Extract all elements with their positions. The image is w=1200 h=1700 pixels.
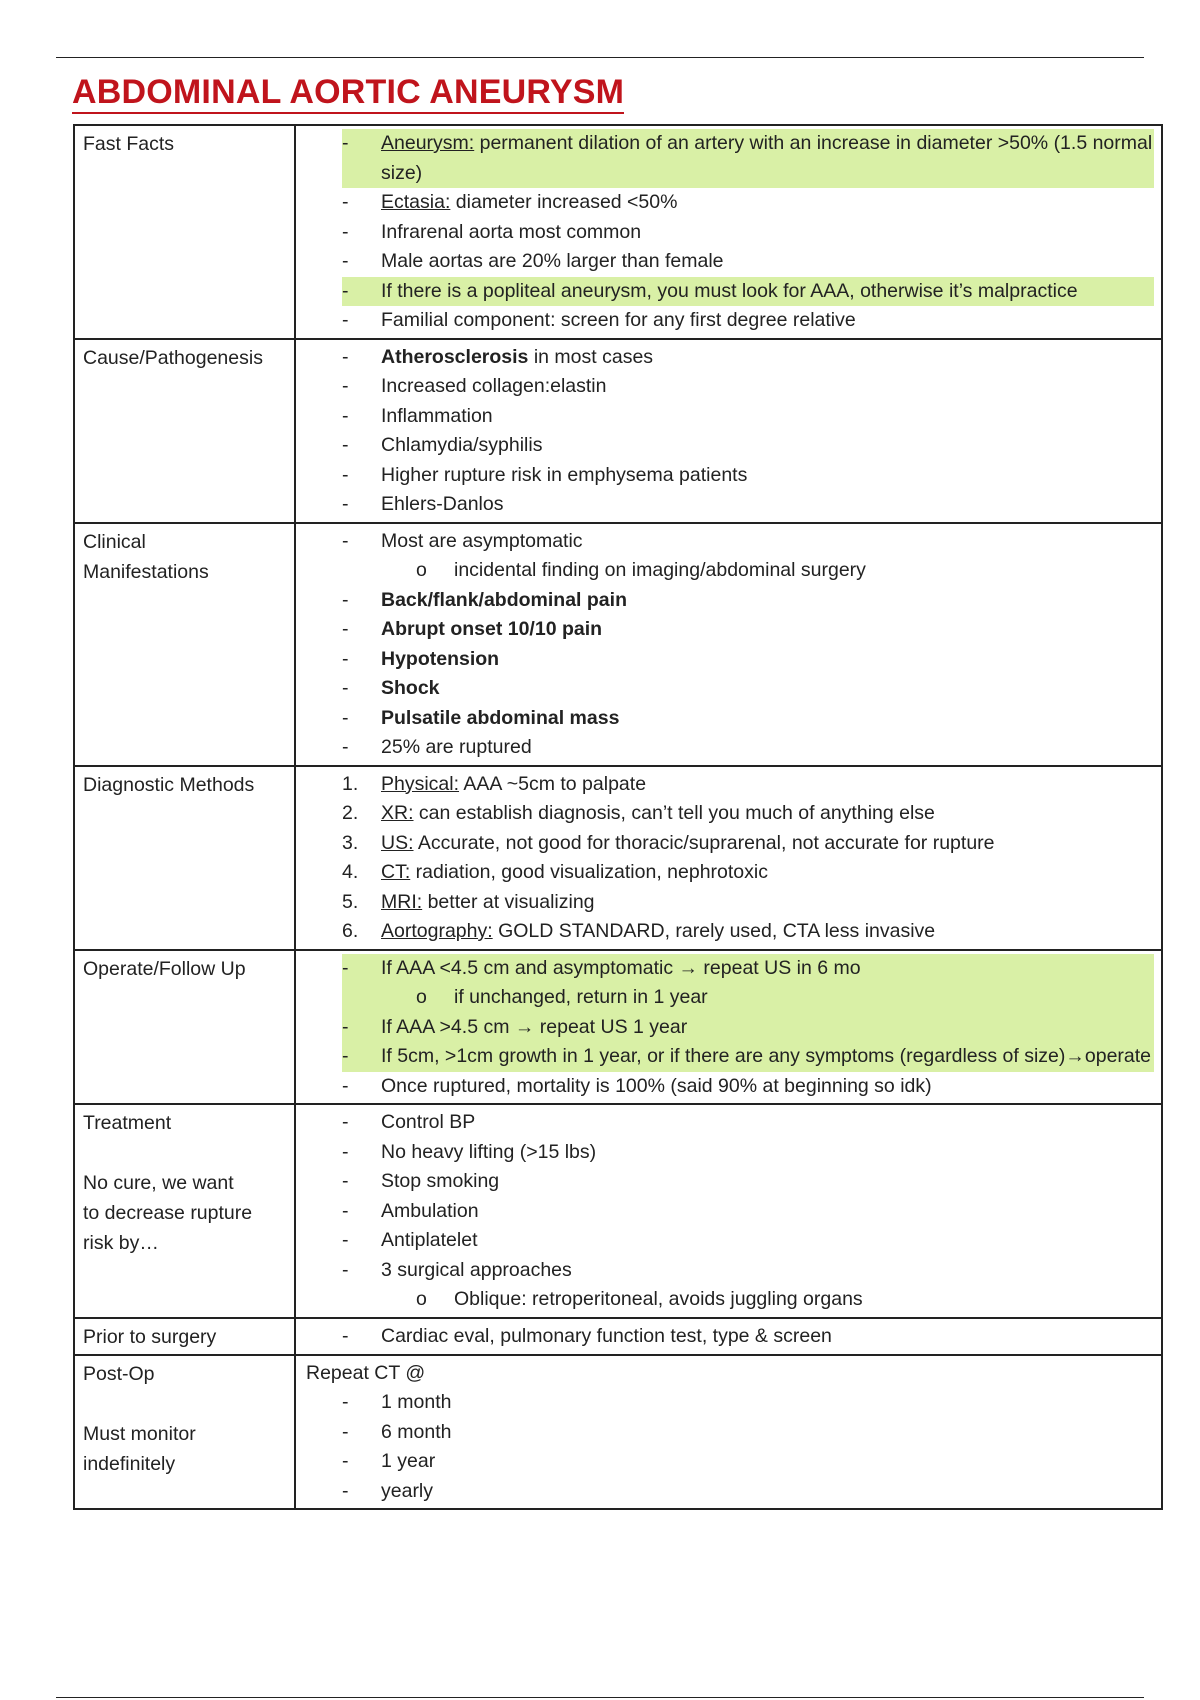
list-item [304, 858, 1153, 888]
list-item-text [381, 645, 1153, 675]
row-label-line: indefinitely [83, 1452, 176, 1475]
term-bold: Atherosclerosis [381, 345, 529, 368]
row-label-line: Operate/Follow Up [83, 957, 246, 980]
list-item-text [381, 1072, 1153, 1102]
row-label-cell [74, 125, 295, 339]
list-item-text [381, 858, 1153, 888]
bullet-marker: 1. [342, 772, 359, 795]
list-item [304, 490, 1153, 520]
row-label-line: Cause/Pathogenesis [83, 346, 263, 369]
list-item-text [381, 917, 1153, 947]
list-item [304, 1197, 1153, 1227]
list-item-text [381, 527, 1153, 557]
list-item [304, 1256, 1153, 1286]
item-body: Accurate, not good for thoracic/suprarenal, not accurate for rupture [413, 831, 995, 854]
bullet-marker: - [342, 1170, 349, 1192]
item-body: If there is a popliteal aneurysm, you must look for AAA, otherwise it’s malpractice [381, 279, 1078, 302]
row-label-line: Fast Facts [83, 133, 175, 155]
list-item-text [381, 888, 1153, 918]
list-item [304, 615, 1153, 645]
bullet-marker: - [342, 463, 349, 486]
page-title: ABDOMINAL AORTIC ANEURYSM [72, 74, 624, 114]
list-item-text [381, 954, 1154, 984]
list-item [342, 277, 1154, 307]
row-label-line: Clinical [83, 530, 146, 553]
list-item [304, 1418, 1153, 1448]
item-body: can establish diagnosis, can’t tell you much of anything else [413, 802, 935, 824]
list-item [304, 674, 1153, 704]
row-label-line: Treatment [83, 1112, 172, 1134]
sub-bullet-marker: o [416, 1288, 427, 1310]
list-item [304, 1226, 1153, 1256]
bullet-marker: - [342, 279, 349, 302]
list-item-text [381, 461, 1153, 491]
item-body: Oblique: retroperitoneal, avoids juggling organs [454, 1288, 863, 1310]
list-item [304, 1167, 1153, 1197]
row-label-line: Must monitor [83, 1422, 196, 1445]
list-item-text [381, 188, 1153, 218]
item-body: Inflammation [381, 404, 493, 427]
bullet-marker: - [342, 1450, 349, 1472]
item-body: Ambulation [381, 1199, 479, 1222]
list-item-text [454, 556, 1153, 586]
row-label-line [83, 1138, 286, 1168]
list-item-text [381, 490, 1153, 520]
row-label-cell [74, 523, 295, 766]
item-body: No heavy lifting (>15 lbs) [381, 1140, 597, 1163]
item-body: If AAA <4.5 cm and asymptomatic → repeat US in 6 mo [381, 956, 861, 979]
bullet-marker: - [342, 1045, 349, 1067]
item-body: in most cases [528, 345, 654, 368]
list-item-text [381, 1418, 1153, 1448]
list-item [304, 770, 1153, 800]
table-row [74, 1318, 1162, 1355]
bullet-marker: - [342, 1420, 349, 1443]
item-body: diameter increased <50% [450, 191, 678, 213]
term-bold: Shock [381, 677, 440, 699]
list-item [304, 1447, 1153, 1477]
bullet-marker: - [342, 677, 349, 699]
row-label-cell [74, 950, 295, 1105]
bullet-marker: - [342, 250, 349, 272]
list-item [342, 983, 1154, 1013]
term-underlined: Physical: [381, 772, 460, 795]
item-body: radiation, good visualization, nephrotoxic [410, 861, 768, 883]
list-item-text [381, 1013, 1154, 1043]
item-body: Familial component: screen for any first degree relative [381, 309, 856, 331]
item-body: 6 month [381, 1420, 452, 1443]
list-item-text [381, 1322, 1153, 1352]
item-body: if unchanged, return in 1 year [454, 986, 708, 1008]
list-item-text [381, 1042, 1154, 1072]
bullet-marker: - [342, 529, 349, 552]
bullet-marker: 2. [342, 802, 359, 824]
term-underlined: Aortography: [381, 920, 493, 942]
list-item [304, 733, 1153, 763]
bullet-marker: - [342, 1074, 349, 1097]
list-item-text [381, 1138, 1153, 1168]
bullet-marker: - [342, 1324, 349, 1347]
bullet-marker: 5. [342, 890, 359, 913]
bullet-marker: - [342, 309, 349, 331]
list-item-text [381, 1447, 1153, 1477]
bullet-marker: - [342, 404, 349, 427]
item-body: 1 month [381, 1391, 452, 1413]
table-row [74, 1104, 1162, 1318]
list-item-text [381, 1256, 1153, 1286]
list-item-text [381, 1226, 1153, 1256]
list-item [342, 1042, 1154, 1072]
item-body: GOLD STANDARD, rarely used, CTA less invasive [492, 920, 936, 942]
list-item-text [381, 372, 1153, 402]
item-body: 1 year [381, 1450, 436, 1472]
list-item [304, 188, 1153, 218]
list-item [304, 343, 1153, 373]
term-underlined: Ectasia: [381, 191, 451, 213]
list-item [342, 129, 1154, 188]
bullet-marker: - [342, 434, 349, 456]
list-item-text [381, 1388, 1153, 1418]
list-item [304, 917, 1153, 947]
list-item [304, 247, 1153, 277]
list-item [304, 1138, 1153, 1168]
bullet-marker: - [342, 1258, 349, 1281]
list-item-text [381, 829, 1153, 859]
top-rule [56, 57, 1144, 58]
list-item [304, 1285, 1153, 1315]
list-item-text [381, 129, 1154, 188]
row-content-cell [295, 125, 1162, 339]
row-label-cell [74, 766, 295, 950]
row-label-line: Diagnostic Methods [83, 773, 255, 796]
row-label-line: risk by… [83, 1232, 159, 1254]
list-item [304, 645, 1153, 675]
term-underlined: MRI: [381, 890, 423, 913]
list-item [304, 431, 1153, 461]
item-body: incidental finding on imaging/abdominal surgery [454, 559, 866, 581]
list-item-text [381, 1108, 1153, 1138]
item-body: Control BP [381, 1111, 476, 1133]
list-item [304, 1477, 1153, 1507]
list-item-text [381, 431, 1153, 461]
item-body: permanent dilation of an artery with an increase in diameter >50% (1.5 normal size) [381, 132, 1153, 184]
bullet-marker: - [342, 220, 349, 243]
bullet-marker: - [342, 132, 349, 154]
list-item-text [381, 733, 1153, 763]
bullet-marker: - [342, 375, 349, 397]
bullet-marker: - [342, 493, 349, 515]
bullet-marker: - [342, 1479, 349, 1502]
term-underlined: XR: [381, 802, 414, 824]
item-body: If 5cm, >1cm growth in 1 year, or if there are any symptoms (regardless of size)→operate [381, 1045, 1152, 1067]
row-label-line: Prior to surgery [83, 1325, 217, 1348]
table-row [74, 523, 1162, 766]
list-item-text [381, 1167, 1153, 1197]
list-item [342, 1013, 1154, 1043]
table-row [74, 766, 1162, 950]
bullet-marker: - [342, 588, 349, 611]
list-item [304, 1388, 1153, 1418]
list-item [342, 954, 1154, 984]
row-content-cell [295, 1318, 1162, 1355]
bullet-marker: - [342, 618, 349, 640]
bullet-marker: 3. [342, 831, 359, 854]
item-body: 25% are ruptured [381, 736, 532, 758]
list-item-text [381, 306, 1153, 336]
item-body: Antiplatelet [381, 1229, 478, 1251]
notes-table-body [74, 125, 1162, 1509]
notes-table [73, 124, 1163, 1510]
item-body: Increased collagen:elastin [381, 375, 607, 397]
list-item-text [454, 1285, 1153, 1315]
list-item [304, 402, 1153, 432]
bullet-marker: - [342, 1015, 349, 1038]
bullet-marker: - [342, 956, 349, 979]
bullet-marker: - [342, 647, 349, 670]
sub-bullet-marker: o [416, 986, 427, 1008]
bullet-marker: 6. [342, 920, 359, 942]
row-content-cell [295, 1104, 1162, 1318]
row-content-cell [295, 950, 1162, 1105]
term-underlined: CT: [381, 861, 411, 883]
bullet-marker: - [342, 1391, 349, 1413]
bullet-marker: 4. [342, 861, 359, 883]
bullet-marker: - [342, 345, 349, 368]
term-bold: Hypotension [381, 647, 500, 670]
list-item-text [381, 343, 1153, 373]
list-item-text [381, 586, 1153, 616]
item-body: Stop smoking [381, 1170, 500, 1192]
bullet-marker: - [342, 1199, 349, 1222]
item-body: AAA ~5cm to palpate [459, 772, 647, 795]
row-label-line: No cure, we want [83, 1172, 234, 1194]
list-item [304, 799, 1153, 829]
list-item-text [381, 615, 1153, 645]
item-body: yearly [381, 1479, 434, 1502]
item-body: Ehlers-Danlos [381, 493, 504, 515]
sub-bullet-marker: o [416, 559, 427, 581]
list-item-text [381, 218, 1153, 248]
list-item [304, 829, 1153, 859]
list-item-text [381, 704, 1153, 734]
list-item [304, 527, 1153, 557]
item-body: Most are asymptomatic [381, 529, 583, 552]
row-label-line: to decrease rupture [83, 1202, 253, 1224]
row-label-line [83, 1389, 286, 1419]
row-label-cell [74, 1355, 295, 1510]
bullet-marker: - [342, 736, 349, 758]
table-row [74, 1355, 1162, 1510]
item-body: Once ruptured, mortality is 100% (said 90% at beginning so idk) [381, 1074, 932, 1097]
bullet-marker: - [342, 191, 349, 213]
list-item [304, 704, 1153, 734]
item-body: If AAA >4.5 cm → repeat US 1 year [381, 1015, 688, 1038]
row-label-cell [74, 339, 295, 523]
list-item-text [381, 1477, 1153, 1507]
list-item [304, 372, 1153, 402]
list-item [304, 306, 1153, 336]
list-item-text [381, 770, 1153, 800]
row-label-cell [74, 1318, 295, 1355]
list-item [304, 1322, 1153, 1352]
bullet-marker: - [342, 1111, 349, 1133]
item-body: Chlamydia/syphilis [381, 434, 543, 456]
row-content-cell [295, 1355, 1162, 1510]
term-bold: Pulsatile abdominal mass [381, 706, 620, 729]
table-row [74, 950, 1162, 1105]
list-item-text [454, 983, 1154, 1013]
list-item-text [381, 799, 1153, 829]
list-item [304, 586, 1153, 616]
item-body: Male aortas are 20% larger than female [381, 250, 724, 272]
item-body: better at visualizing [422, 890, 595, 913]
row-label-line: Manifestations [83, 560, 209, 583]
bottom-rule [56, 1697, 1144, 1698]
list-item [304, 1108, 1153, 1138]
list-item [304, 1072, 1153, 1102]
content-intro: Repeat CT @ [306, 1361, 426, 1384]
bullet-marker: - [342, 1229, 349, 1251]
term-bold: Back/flank/abdominal pain [381, 588, 627, 611]
item-body: Infrarenal aorta most common [381, 220, 642, 243]
table-row [74, 125, 1162, 339]
row-label-cell [74, 1104, 295, 1318]
list-item [304, 461, 1153, 491]
item-body: 3 surgical approaches [381, 1258, 572, 1281]
item-body: Cardiac eval, pulmonary function test, type & screen [381, 1324, 832, 1347]
row-content-cell [295, 766, 1162, 950]
list-item [304, 556, 1153, 586]
term-underlined: US: [381, 831, 414, 854]
list-item-text [381, 247, 1153, 277]
row-label-line: Post-Op [83, 1362, 155, 1385]
row-content-cell [295, 339, 1162, 523]
list-item-text [381, 277, 1154, 307]
list-item-text [381, 1197, 1153, 1227]
table-row [74, 339, 1162, 523]
list-item-text [381, 402, 1153, 432]
list-item-text [381, 674, 1153, 704]
term-underlined: Aneurysm: [381, 132, 475, 154]
bullet-marker: - [342, 706, 349, 729]
list-item [304, 888, 1153, 918]
item-body: Higher rupture risk in emphysema patients [381, 463, 748, 486]
bullet-marker: - [342, 1140, 349, 1163]
list-item [304, 218, 1153, 248]
term-bold: Abrupt onset 10/10 pain [381, 618, 603, 640]
row-content-cell [295, 523, 1162, 766]
